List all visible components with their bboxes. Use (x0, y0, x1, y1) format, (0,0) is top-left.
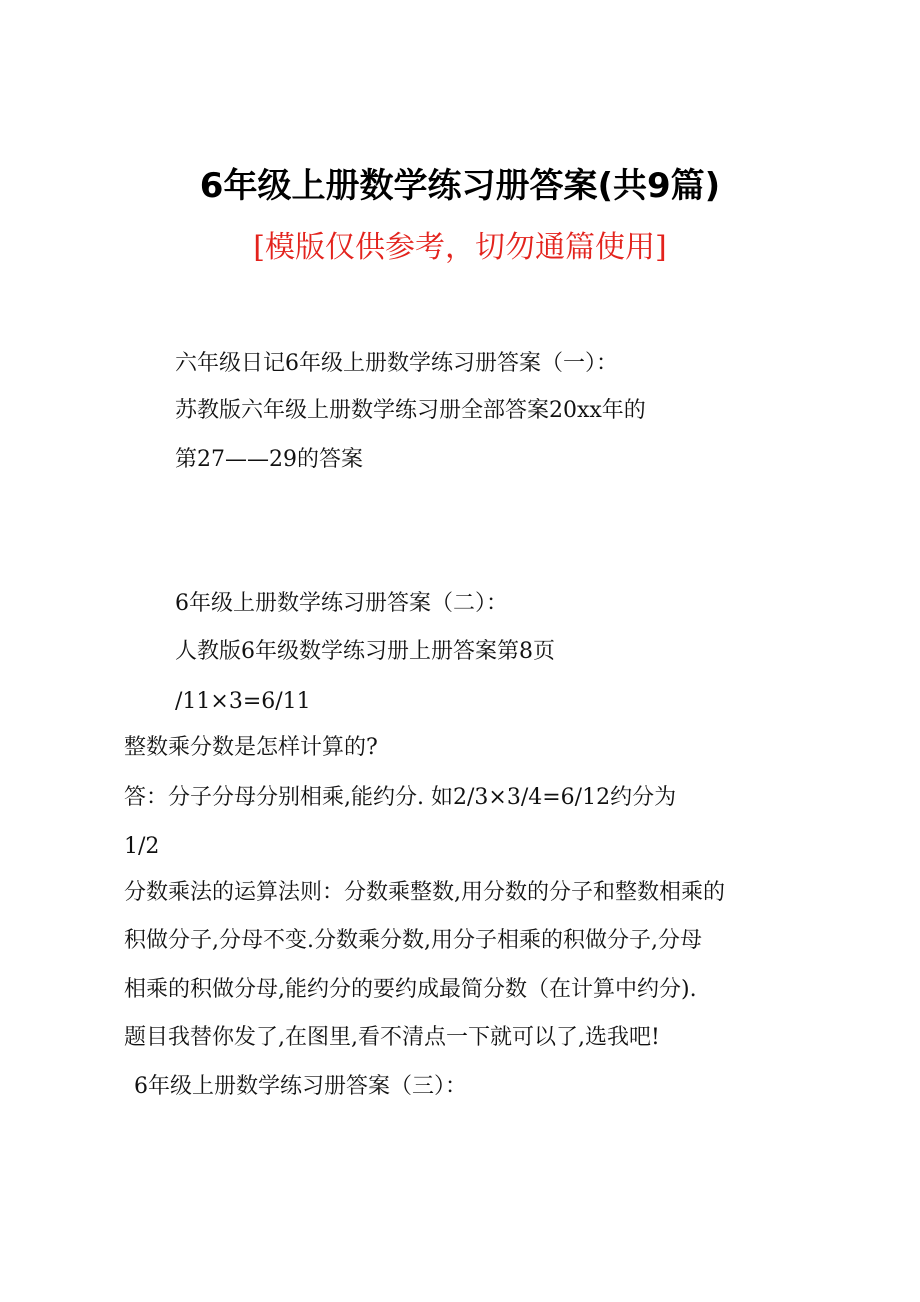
section3-heading: 6年级上册数学练习册答案（三）： (134, 1074, 467, 1099)
section2-answer-line-2: 1/2 (124, 834, 160, 859)
section2-note: 题目我替你发了,在图里,看不清点一下就可以了,选我吧! (124, 1025, 660, 1050)
document-subtitle: [模版仅供参考，切勿通篇使用] (253, 230, 667, 265)
section2-answer-line-1: 答：分子分母分别相乘,能约分. 如2/3×3/4=6/12约分为 (124, 785, 677, 810)
section1-heading: 六年级日记6年级上册数学练习册答案（一）： (175, 351, 618, 376)
section2-rule-line-1: 分数乘法的运算法则：分数乘整数,用分数的分子和整数相乘的 (124, 880, 725, 905)
section2-line-1: 人教版6年级数学练习册上册答案第8页 (175, 639, 555, 664)
section2-rule-line-2: 积做分子,分母不变.分数乘分数,用分子相乘的积做分子,分母 (124, 928, 702, 953)
section2-rule-line-3: 相乘的积做分母,能约分的要约成最简分数（在计算中约分). (124, 977, 697, 1002)
section2-line-2: /11×3=6/11 (175, 689, 311, 714)
section1-line-2: 第27——29的答案 (175, 447, 363, 472)
section2-question: 整数乘分数是怎样计算的? (124, 735, 378, 760)
section1-line-1: 苏教版六年级上册数学练习册全部答案20xx年的 (175, 398, 646, 423)
document-title: 6年级上册数学练习册答案(共9篇) (199, 166, 721, 206)
section2-heading: 6年级上册数学练习册答案（二）： (175, 591, 508, 616)
